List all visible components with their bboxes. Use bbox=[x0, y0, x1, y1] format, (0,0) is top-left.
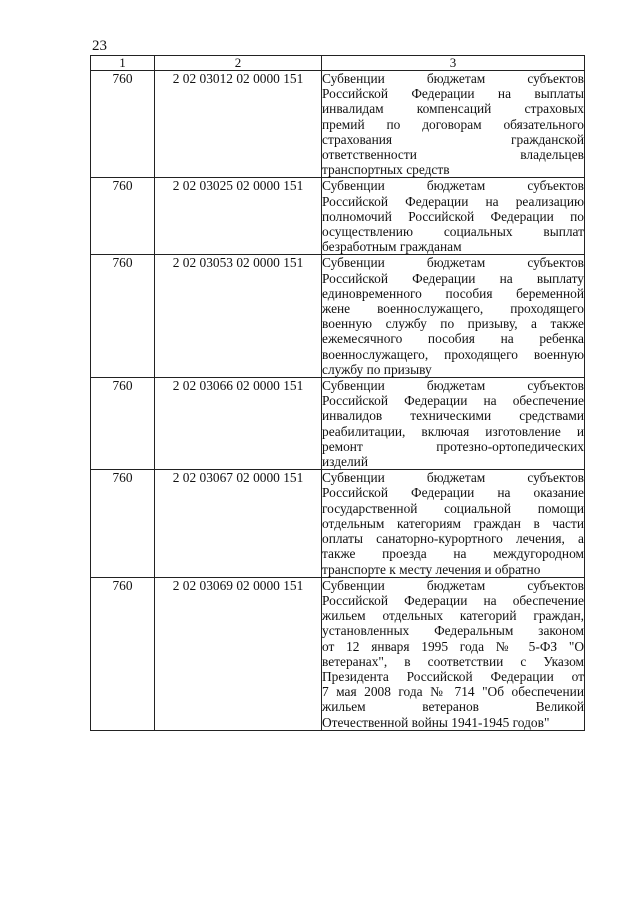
column-header-3: 3 bbox=[322, 56, 585, 71]
description-line: службу по призыву bbox=[322, 361, 432, 377]
table-row bbox=[91, 378, 585, 470]
description-line: страхования гражданской bbox=[322, 131, 584, 147]
administrator-code: 760 bbox=[91, 577, 155, 730]
table-row bbox=[91, 178, 585, 255]
description-line: государственной социальной помощи bbox=[322, 500, 584, 516]
description-line: отдельным категориям граждан в части bbox=[322, 515, 584, 531]
table-row bbox=[91, 71, 585, 178]
budget-classification-code: 2 02 03066 02 0000 151 bbox=[155, 378, 322, 470]
description-line: жене военнослужащего, проходящего bbox=[322, 301, 584, 317]
description-line: полномочий Российской Федерации по bbox=[322, 208, 584, 224]
description-line: 7 мая 2008 года № 714 "Об обеспечении bbox=[322, 684, 584, 700]
description-line: единовременного пособия беременной bbox=[322, 285, 584, 301]
description-line: жильем отдельных категорий граждан, bbox=[322, 608, 584, 624]
budget-classification-code: 2 02 03067 02 0000 151 bbox=[155, 470, 322, 577]
revenue-description bbox=[322, 71, 585, 178]
description-line: Субвенции бюджетам субъектов bbox=[322, 71, 584, 86]
description-line: безработным гражданам bbox=[322, 239, 462, 255]
description-line: ответственности владельцев bbox=[322, 147, 584, 163]
revenue-description bbox=[322, 178, 585, 255]
description-line: ремонт протезно-ортопедических bbox=[322, 438, 584, 454]
table-row bbox=[91, 255, 585, 378]
description-line: Российской Федерации на оказание bbox=[322, 485, 584, 501]
description-line: жильем ветеранов Великой bbox=[322, 699, 584, 715]
revenue-description bbox=[322, 470, 585, 577]
description-line: военную службу по призыву, а также bbox=[322, 316, 584, 332]
description-line: Отечественной войны 1941-1945 годов" bbox=[322, 714, 550, 730]
budget-classification-code: 2 02 03053 02 0000 151 bbox=[155, 255, 322, 378]
description-line: премий по договорам обязательного bbox=[322, 116, 584, 132]
administrator-code: 760 bbox=[91, 178, 155, 255]
description-line: транспортных средств bbox=[322, 162, 450, 178]
budget-classification-code: 2 02 03069 02 0000 151 bbox=[155, 577, 322, 730]
budget-classification-code: 2 02 03025 02 0000 151 bbox=[155, 178, 322, 255]
description-line: Российской Федерации на обеспечение bbox=[322, 592, 584, 608]
administrator-code: 760 bbox=[91, 470, 155, 577]
description-line: транспорте к месту лечения и обратно bbox=[322, 561, 541, 577]
description-line: инвалидам компенсаций страховых bbox=[322, 101, 584, 117]
description-line: Субвенции бюджетам субъектов bbox=[322, 470, 584, 486]
description-line: Российской Федерации на выплату bbox=[322, 270, 584, 286]
description-line: ежемесячного пособия на ребенка bbox=[322, 331, 584, 347]
description-line: изделий bbox=[322, 454, 368, 470]
column-header-2: 2 bbox=[155, 56, 322, 71]
description-line: реабилитации, включая изготовление и bbox=[322, 423, 584, 439]
administrator-code: 760 bbox=[91, 71, 155, 178]
description-line: Субвенции бюджетам субъектов bbox=[322, 255, 584, 271]
description-line: Субвенции бюджетам субъектов bbox=[322, 577, 584, 593]
table-body bbox=[91, 71, 585, 731]
administrator-code: 760 bbox=[91, 255, 155, 378]
table-row bbox=[91, 577, 585, 730]
description-line: инвалидов техническими средствами bbox=[322, 408, 584, 424]
description-line: Президента Российской Федерации от bbox=[322, 668, 584, 684]
description-line: Субвенции бюджетам субъектов bbox=[322, 378, 584, 394]
description-line: Российской Федерации на обеспечение bbox=[322, 393, 584, 409]
table-row bbox=[91, 470, 585, 577]
table-header-row bbox=[91, 56, 585, 71]
description-line: также проезда на междугородном bbox=[322, 546, 584, 562]
description-line: установленных Федеральным законом bbox=[322, 623, 584, 639]
column-header-1: 1 bbox=[91, 56, 155, 71]
revenue-description bbox=[322, 255, 585, 378]
revenue-description bbox=[322, 577, 585, 730]
budget-revenue-table bbox=[90, 55, 585, 731]
description-line: осуществлению социальных выплат bbox=[322, 224, 584, 240]
description-line: оплаты санаторно-курортного лечения, а bbox=[322, 531, 584, 547]
description-line: Российской Федерации на выплаты bbox=[322, 86, 584, 102]
description-line: военнослужащего, проходящего военную bbox=[322, 346, 584, 362]
description-line: Субвенции бюджетам субъектов bbox=[322, 178, 584, 194]
description-line: ветеранах", в соответствии с Указом bbox=[322, 653, 584, 669]
description-line: Российской Федерации на реализацию bbox=[322, 193, 584, 209]
page-number: 23 bbox=[92, 38, 107, 54]
administrator-code: 760 bbox=[91, 378, 155, 470]
revenue-description bbox=[322, 378, 585, 470]
budget-classification-code: 2 02 03012 02 0000 151 bbox=[155, 71, 322, 178]
description-line: от 12 января 1995 года № 5-ФЗ "О bbox=[322, 638, 584, 654]
